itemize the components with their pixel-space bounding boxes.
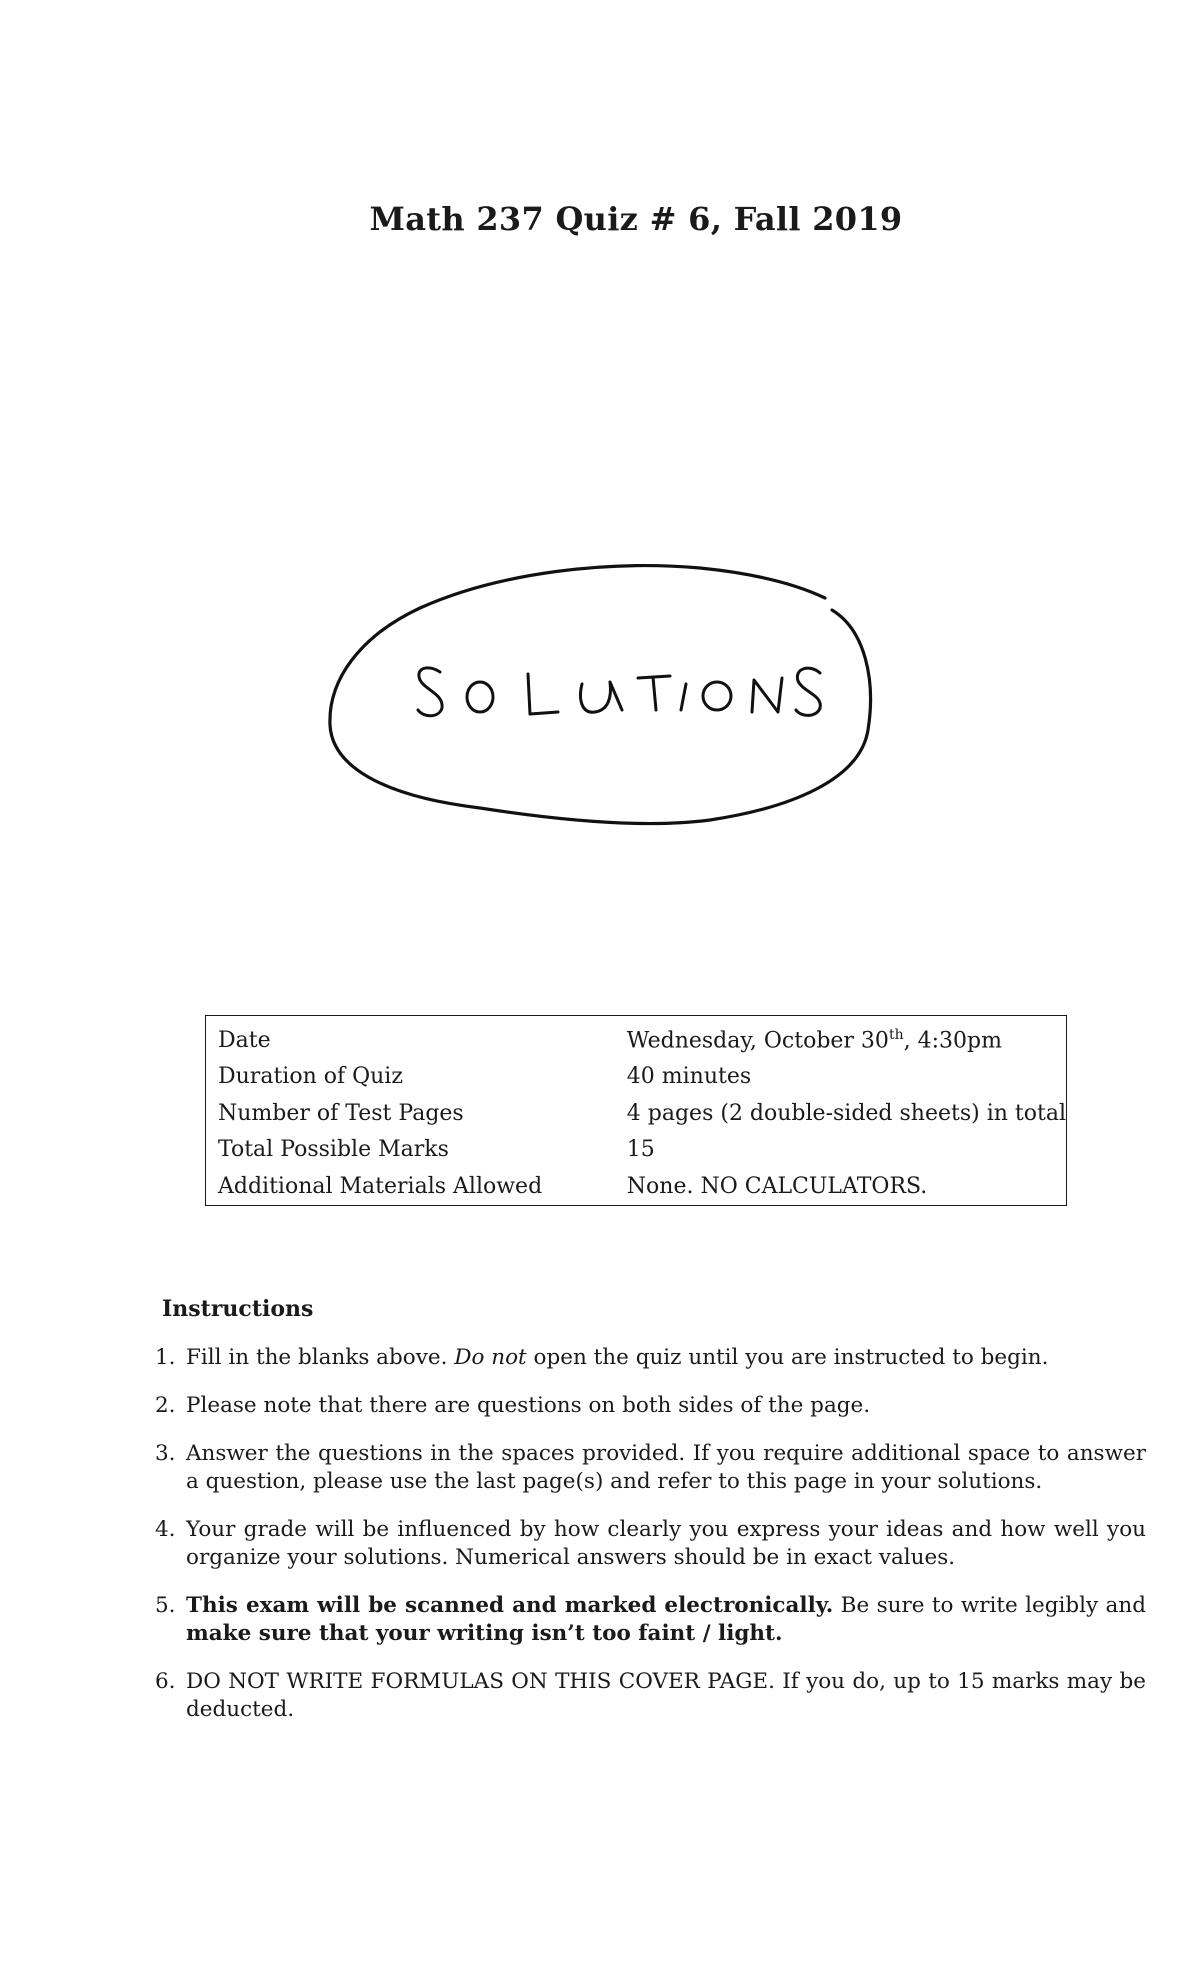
table-row (206, 1059, 1067, 1096)
item-text: Please note that there are questions on both sides of the page. (186, 1393, 871, 1418)
quiz-info-table (205, 1015, 1067, 1206)
list-item (150, 1344, 1146, 1372)
item-text: Your grade will be influenced by how clearly you express your ideas and how well you organize your solutions. Numerical answers should be in exact values. (186, 1517, 1146, 1570)
item-text-bold: make sure that your writing isn’t too faint / light. (186, 1621, 783, 1646)
table-row (206, 1168, 1067, 1205)
solutions-stamp (320, 560, 890, 840)
item-text: DO NOT WRITE FORMULAS ON THIS COVER PAGE. If you do, up to 15 marks may be deducted. (186, 1669, 1146, 1722)
table-row (206, 1132, 1067, 1169)
page-title: Math 237 Quiz # 6, Fall 2019 (369, 200, 903, 238)
item-text: Fill in the blanks above. (186, 1345, 455, 1370)
date-label: Date (218, 1027, 271, 1053)
instructions-heading: Instructions (162, 1296, 314, 1322)
item-text: open the quiz until you are instructed to begin. (526, 1345, 1049, 1370)
materials-value: None. NO CALCULATORS. (626, 1173, 928, 1199)
item-number: 5. (155, 1593, 176, 1618)
item-text: Answer the questions in the spaces provided. If you require additional space to answer a question, please use the last page(s) and refer to this page in your solutions. (186, 1441, 1146, 1494)
item-number: 2. (155, 1393, 176, 1418)
table-row (206, 1095, 1067, 1132)
list-item (150, 1516, 1146, 1572)
pages-label: Number of Test Pages (218, 1100, 464, 1126)
duration-label: Duration of Quiz (218, 1064, 403, 1090)
handwritten-solutions-drawing (320, 560, 890, 840)
item-text-italic: Do not (454, 1345, 527, 1370)
materials-label: Additional Materials Allowed (218, 1173, 543, 1199)
pages-value: 4 pages (2 double-sided sheets) in total (626, 1100, 1066, 1126)
duration-value: 40 minutes (626, 1064, 752, 1090)
item-number: 1. (155, 1345, 176, 1370)
list-item (150, 1592, 1146, 1648)
list-item (150, 1668, 1146, 1724)
table-row (206, 1016, 1067, 1059)
item-number: 3. (155, 1441, 176, 1466)
item-text: Be sure to write legibly and (833, 1593, 1146, 1618)
marks-value: 15 (626, 1137, 655, 1163)
list-item (150, 1440, 1146, 1496)
date-value: Wednesday, October 30th, 4:30pm (626, 1027, 1002, 1054)
item-number: 6. (155, 1669, 176, 1694)
item-text-bold: This exam will be scanned and marked electronically. (186, 1593, 834, 1618)
instructions-list (150, 1344, 1146, 1744)
list-item (150, 1392, 1146, 1420)
item-number: 4. (155, 1517, 176, 1542)
marks-label: Total Possible Marks (218, 1137, 449, 1163)
